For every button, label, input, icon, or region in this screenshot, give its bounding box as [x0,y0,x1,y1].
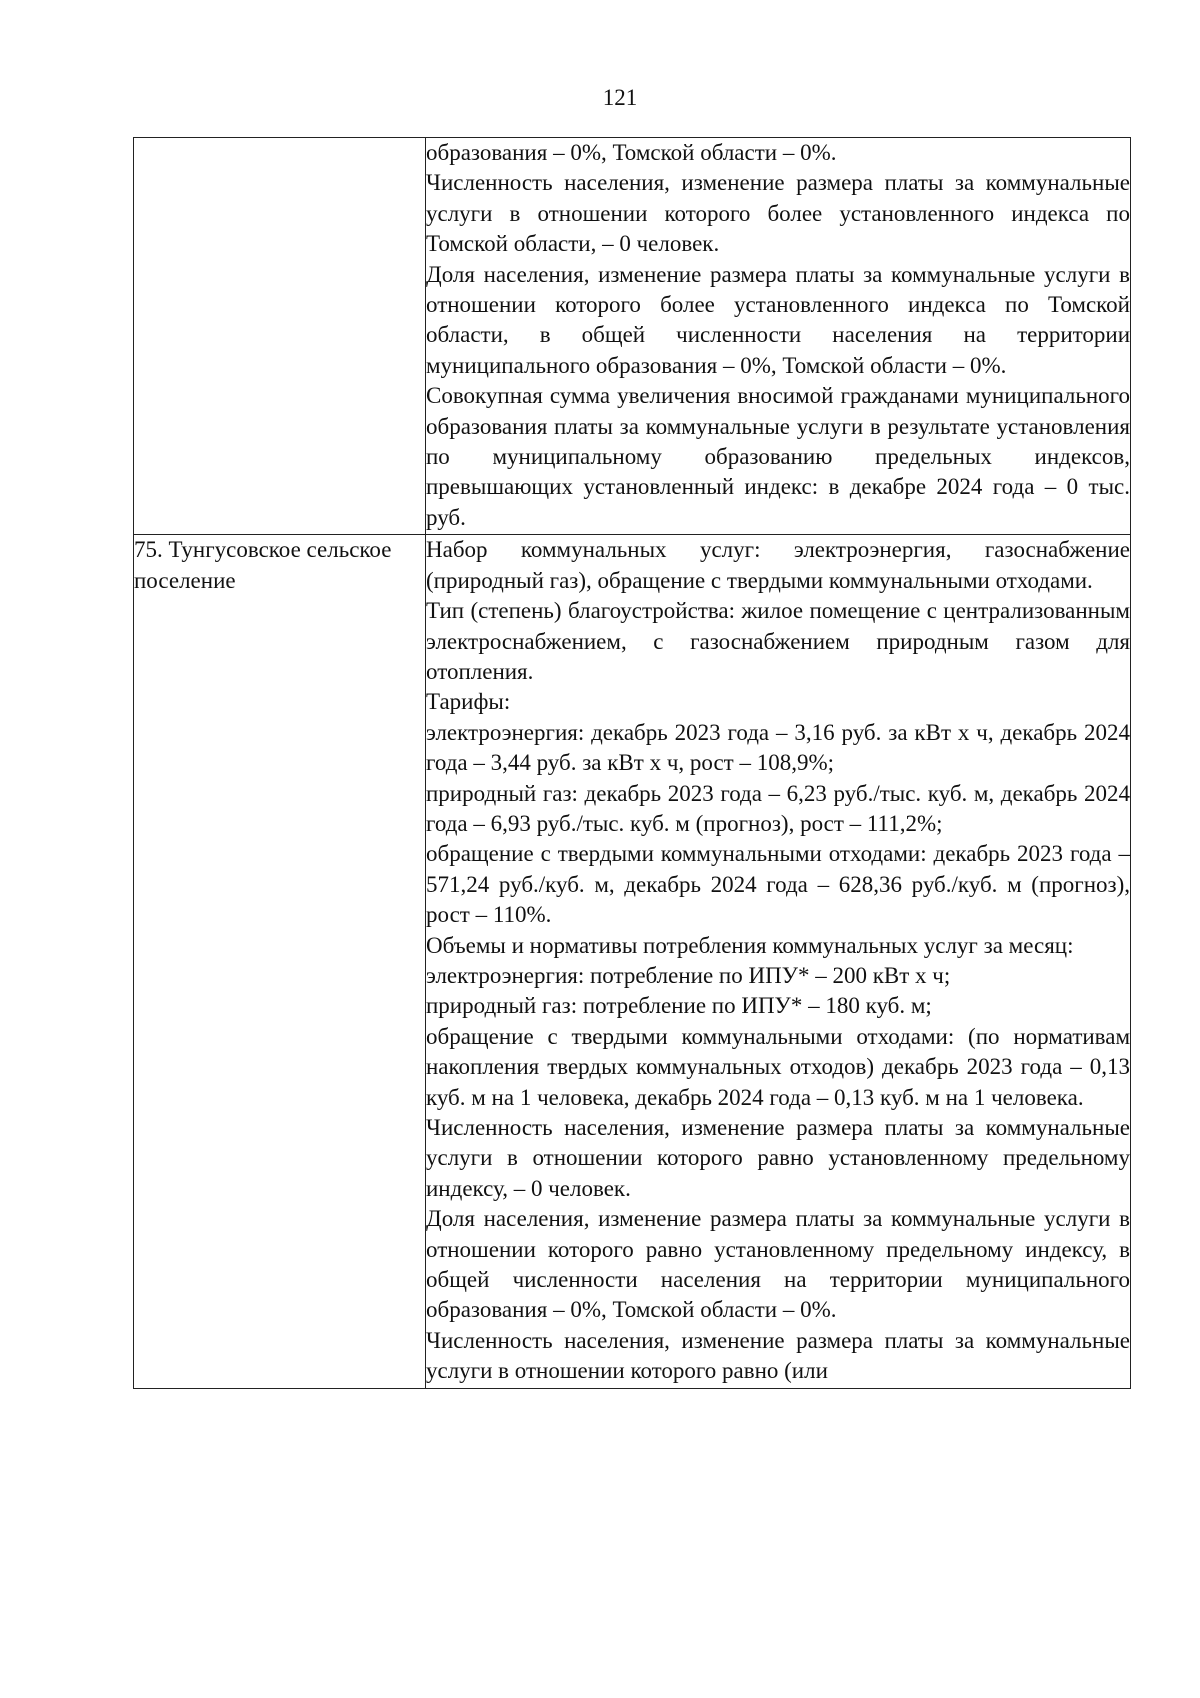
paragraph: электроэнергия: потребление по ИПУ* – 200 кВт х ч; [426,962,951,988]
paragraph: обращение с твердыми коммунальными отходами: декабрь 2023 года – 571,24 руб./куб. м, декабрь 2024 года – 628,36 руб./куб. м (прогноз), рост – 110%. [426,841,1130,928]
table-row [134,138,1131,535]
page-number: 121 [602,85,638,110]
description-cell [426,535,1131,1388]
paragraph: Доля населения, изменение размера платы за коммунальные услуги в отношении которого более установленного индекса по Томской области, в общей численности населения на территории муниципального образования – 0%, Томской области – 0%. [426,261,1130,378]
paragraph: обращение с твердыми коммунальными отходами: (по нормативам накопления твердых коммунальных отходов) декабрь 2023 года – 0,13 куб. м на 1 человека, декабрь 2024 года – 0,13 куб. м на 1 человека. [426,1023,1130,1110]
paragraph: Численность населения, изменение размера платы за коммунальные услуги в отношении которого равно (или [426,1327,1130,1384]
settlement-name: 75. Тунгусовское сельское поселение [134,537,392,593]
settlement-cell [134,138,426,535]
paragraph: Набор коммунальных услуг: электроэнергия, газоснабжение (природный газ), обращение с твердыми коммунальными отходами. [426,537,1130,593]
paragraph: Доля населения, изменение размера платы за коммунальные услуги в отношении которого равно установленному предельному индексу, в общей численности населения на территории муниципального образования – 0%, Томской области – 0%. [426,1206,1130,1323]
paragraph: природный газ: декабрь 2023 года – 6,23 руб./тыс. куб. м, декабрь 2024 года – 6,93 руб./тыс. куб. м (прогноз), рост – 111,2%; [426,780,1130,836]
paragraph: Тарифы: [426,689,511,715]
table-row [134,535,1131,1388]
paragraph: образования – 0%, Томской области – 0%. [426,140,837,165]
document-table [133,137,1131,1389]
settlement-cell [134,535,426,1388]
paragraph: Объемы и нормативы потребления коммунальных услуг за месяц: [426,932,1074,958]
paragraph: Совокупная сумма увеличения вносимой гражданами муниципального образования платы за коммунальные услуги в результате установления по муниципальному образованию предельных индексов, превышающих установленный индекс: в декабре 2024 года – 0 тыс. руб. [426,383,1130,530]
paragraph: Численность населения, изменение размера платы за коммунальные услуги в отношении которого равно установленному предельному индексу, – 0 человек. [426,1115,1130,1201]
description-cell [426,138,1131,535]
paragraph: природный газ: потребление по ИПУ* – 180 куб. м; [426,993,932,1019]
paragraph: электроэнергия: декабрь 2023 года – 3,16 руб. за кВт х ч, декабрь 2024 года – 3,44 руб. за кВт х ч, рост – 108,9%; [426,719,1130,776]
paragraph: Численность населения, изменение размера платы за коммунальные услуги в отношении которого более установленного индекса по Томской области, – 0 человек. [426,170,1130,257]
paragraph: Тип (степень) благоустройства: жилое помещение с централизованным электроснабжением, с газоснабжением природным газом для отопления. [426,598,1130,684]
